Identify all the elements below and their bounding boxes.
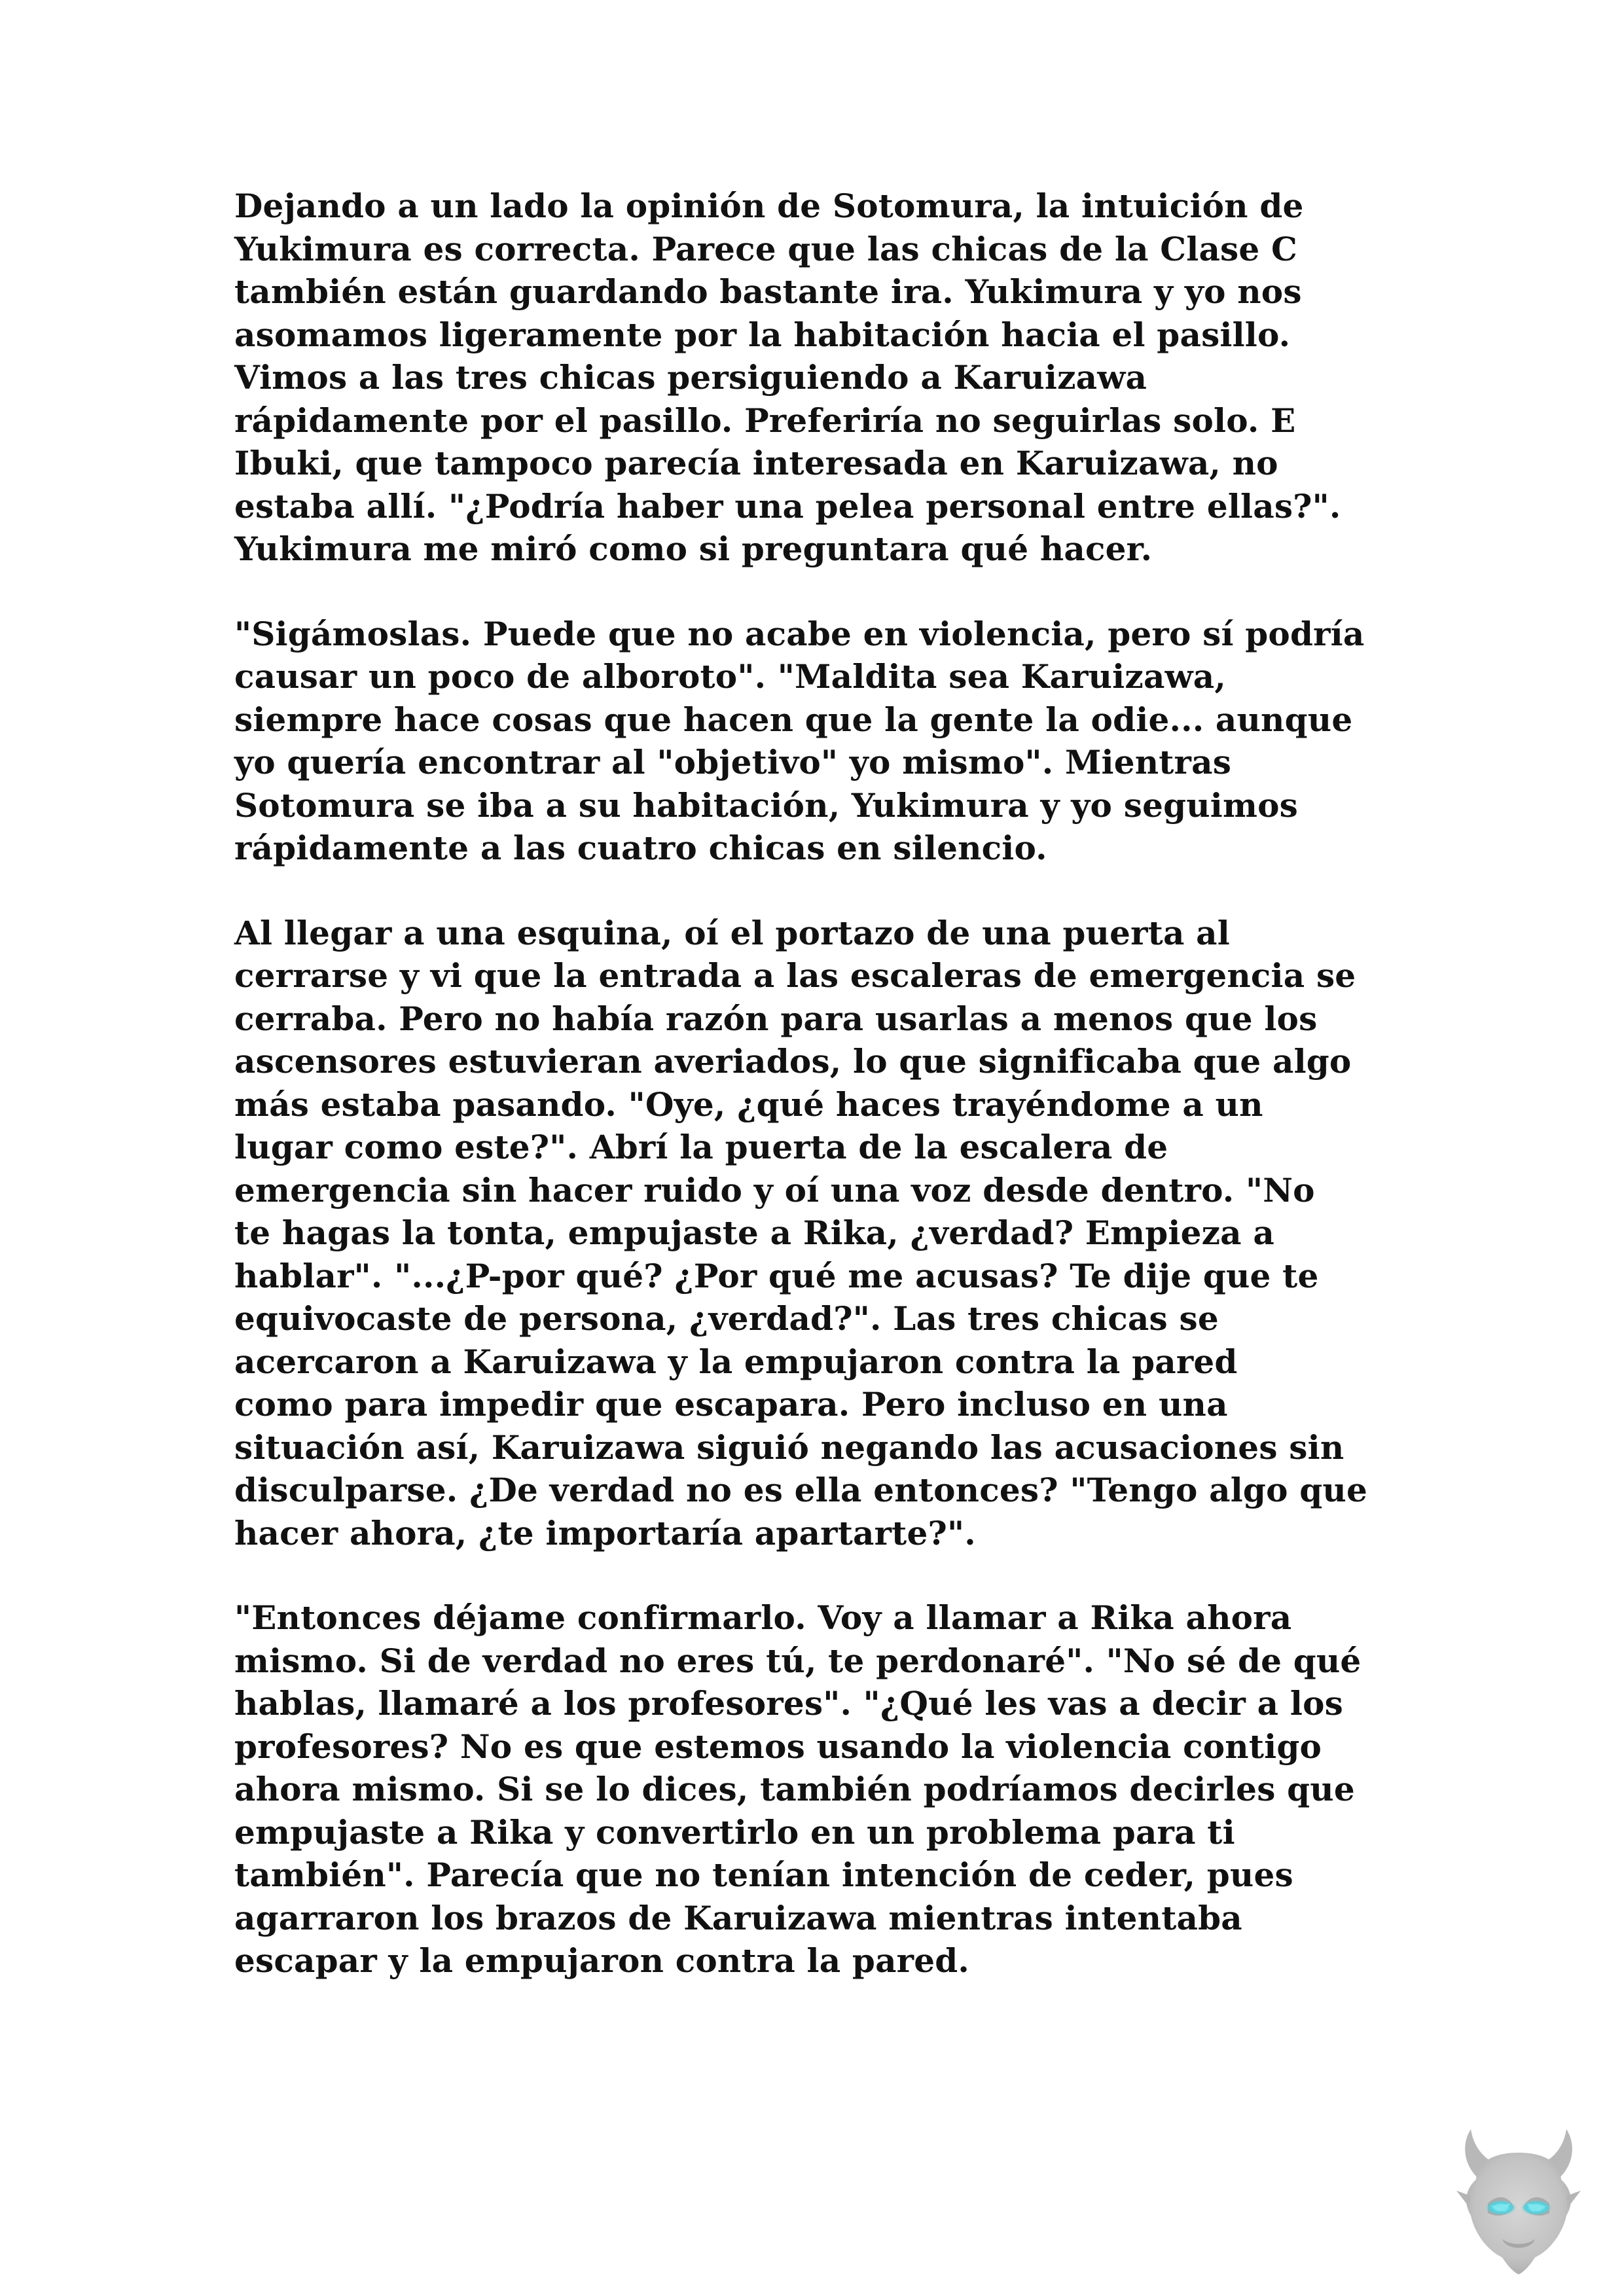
text-line: siempre hace cosas que hacen que la gente la odie... aunque [234, 700, 1353, 739]
text-line: cerrarse y vi que la entrada a las escaleras de emergencia se [234, 956, 1356, 995]
text-line: hablas, llamaré a los profesores". "¿Qué les vas a decir a los [234, 1684, 1343, 1723]
text-line: también". Parecía que no tenían intención de ceder, pues [234, 1856, 1293, 1894]
text-line: estaba allí. "¿Podría haber una pelea personal entre ellas?". [234, 486, 1341, 526]
text-line: como para impedir que escapara. Pero incluso en una [234, 1385, 1228, 1424]
text-line: "Entonces déjame confirmarlo. Voy a llamar a Rika ahora [234, 1598, 1292, 1637]
text-line: empujaste a Rika y convertirlo en un problema para ti [234, 1812, 1235, 1852]
text-line: rápidamente a las cuatro chicas en silencio. [234, 829, 1047, 867]
text-line: rápidamente por el pasillo. Preferiría no seguirlas solo. E [234, 401, 1296, 440]
text-line: ascensores estuvieran averiados, lo que significaba que algo [234, 1042, 1352, 1081]
text-line: ahora mismo. Si se lo dices, también podríamos decirles que [234, 1770, 1355, 1808]
text-line: cerraba. Pero no había razón para usarlas a menos que los [234, 999, 1318, 1038]
text-line: "Sigámoslas. Puede que no acabe en violencia, pero sí podría [234, 614, 1365, 653]
text-line: yo quería encontrar al "objetivo" yo mismo". Mientras [234, 743, 1232, 781]
horned-demon-head-icon [1437, 2117, 1600, 2281]
text-line: asomamos ligeramente por la habitación hacia el pasillo. [234, 315, 1291, 354]
text-line: agarraron los brazos de Karuizawa mientras intentaba [234, 1898, 1242, 1937]
paragraph [234, 1596, 1416, 1982]
text-line: Dejando a un lado la opinión de Sotomura, la intuición de [234, 187, 1304, 225]
text-line: causar un poco de alboroto". "Maldita sea Karuizawa, [234, 657, 1226, 696]
text-line: lugar como este?". Abrí la puerta de la escalera de [234, 1128, 1168, 1166]
text-line: Al llegar a una esquina, oí el portazo de una puerta al [234, 913, 1230, 952]
paragraph [234, 912, 1416, 1555]
text-line: Ibuki, que tampoco parecía interesada en Karuizawa, no [234, 444, 1278, 482]
paragraph [234, 613, 1416, 870]
text-line: Vimos a las tres chicas persiguiendo a Karuizawa [234, 358, 1147, 397]
text-line: mismo. Si de verdad no eres tú, te perdonaré". "No sé de qué [234, 1641, 1362, 1680]
text-line: Yukimura me miró como si preguntara qué hacer. [234, 529, 1153, 568]
text-line: escapar y la empujaron contra la pared. [234, 1941, 970, 1980]
paragraph [234, 185, 1416, 571]
text-line: situación así, Karuizawa siguió negando las acusaciones sin [234, 1427, 1344, 1467]
body-text [234, 185, 1416, 2024]
text-line: disculparse. ¿De verdad no es ella entonces? "Tengo algo que [234, 1471, 1367, 1509]
text-line: también están guardando bastante ira. Yukimura y yo nos [234, 272, 1302, 311]
text-line: emergencia sin hacer ruido y oí una voz desde dentro. "No [234, 1170, 1315, 1210]
text-line: hablar". "...¿P-por qué? ¿Por qué me acusas? Te dije que te [234, 1256, 1319, 1295]
text-line: Sotomura se iba a su habitación, Yukimura y yo seguimos [234, 785, 1298, 825]
text-line: profesores? No es que estemos usando la violencia contigo [234, 1727, 1322, 1766]
text-line: más estaba pasando. "Oye, ¿qué haces trayéndome a un [234, 1085, 1263, 1124]
text-line: hacer ahora, ¿te importaría apartarte?". [234, 1513, 976, 1552]
text-line: equivocaste de persona, ¿verdad?". Las tres chicas se [234, 1299, 1219, 1338]
text-line: acercaron a Karuizawa y la empujaron contra la pared [234, 1342, 1238, 1381]
text-line: te hagas la tonta, empujaste a Rika, ¿verdad? Empieza a [234, 1213, 1274, 1252]
text-line: Yukimura es correcta. Parece que las chicas de la Clase C [234, 229, 1298, 268]
